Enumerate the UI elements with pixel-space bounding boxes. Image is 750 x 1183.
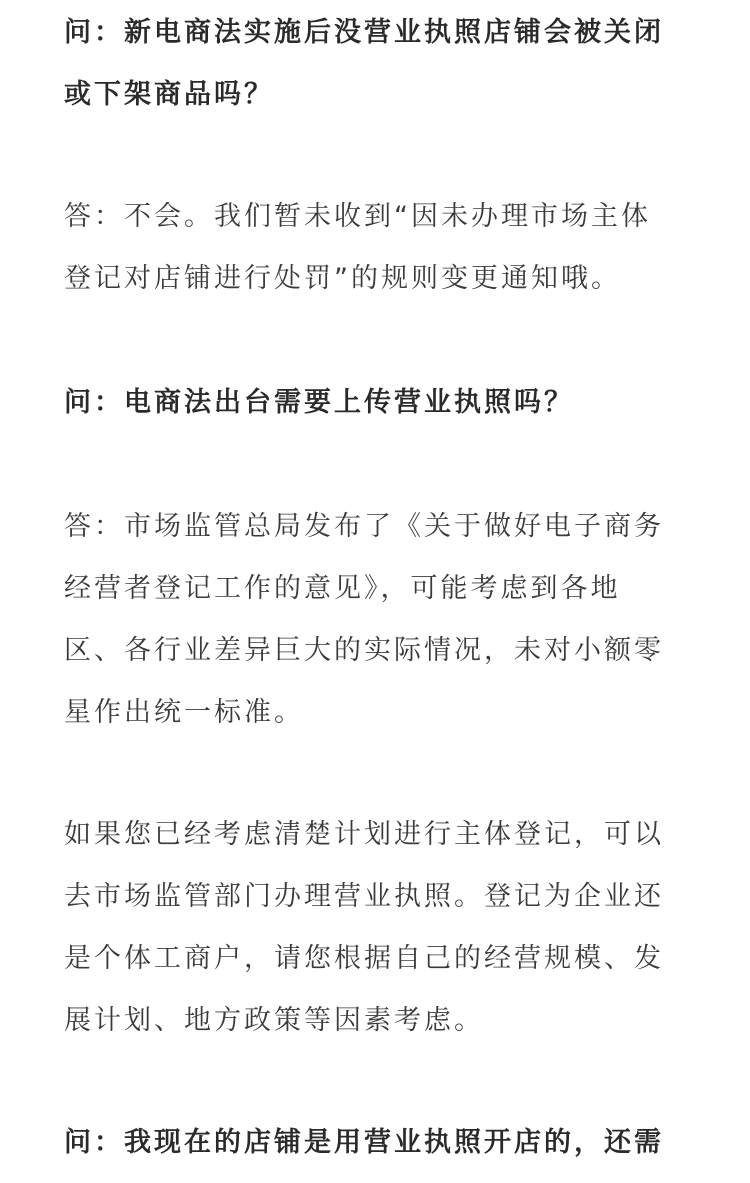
question-line: 问：新电商法实施后没营业执照店铺会被关闭 xyxy=(64,17,664,48)
faq-answer-1 xyxy=(64,186,651,310)
answer-line: 星作出统一标准。 xyxy=(64,697,304,728)
question-line: 或下架商品吗？ xyxy=(64,79,274,110)
answer-line: 区、各行业差异巨大的实际情况，未对小额零 xyxy=(64,635,664,666)
answer-line: 答：不会。我们暂未收到“因未办理市场主体 xyxy=(64,201,651,232)
answer-line: 如果您已经考虑清楚计划进行主体登记，可以 xyxy=(64,819,664,850)
answer-line: 登记对店铺进行处罚”的规则变更通知哦。 xyxy=(64,263,621,294)
question-line: 问：我现在的店铺是用营业执照开店的，还需 xyxy=(64,1127,664,1158)
faq-question-3 xyxy=(64,1112,664,1174)
question-line: 问：电商法出台需要上传营业执照吗？ xyxy=(64,387,574,418)
answer-line: 答：市场监管总局发布了《关于做好电子商务 xyxy=(64,511,664,542)
faq-question-2 xyxy=(64,372,574,434)
answer-line: 经营者登记工作的意见》，可能考虑到各地 xyxy=(64,573,621,604)
answer-line: 展计划、地方政策等因素考虑。 xyxy=(64,1005,484,1036)
faq-answer-2 xyxy=(64,496,664,744)
answer-line: 去市场监管部门办理营业执照。登记为企业还 xyxy=(64,881,664,912)
faq-question-1 xyxy=(64,2,664,126)
faq-answer-2-followup xyxy=(64,804,664,1052)
answer-line: 是个体工商户，请您根据自己的经营规模、发 xyxy=(64,943,664,974)
